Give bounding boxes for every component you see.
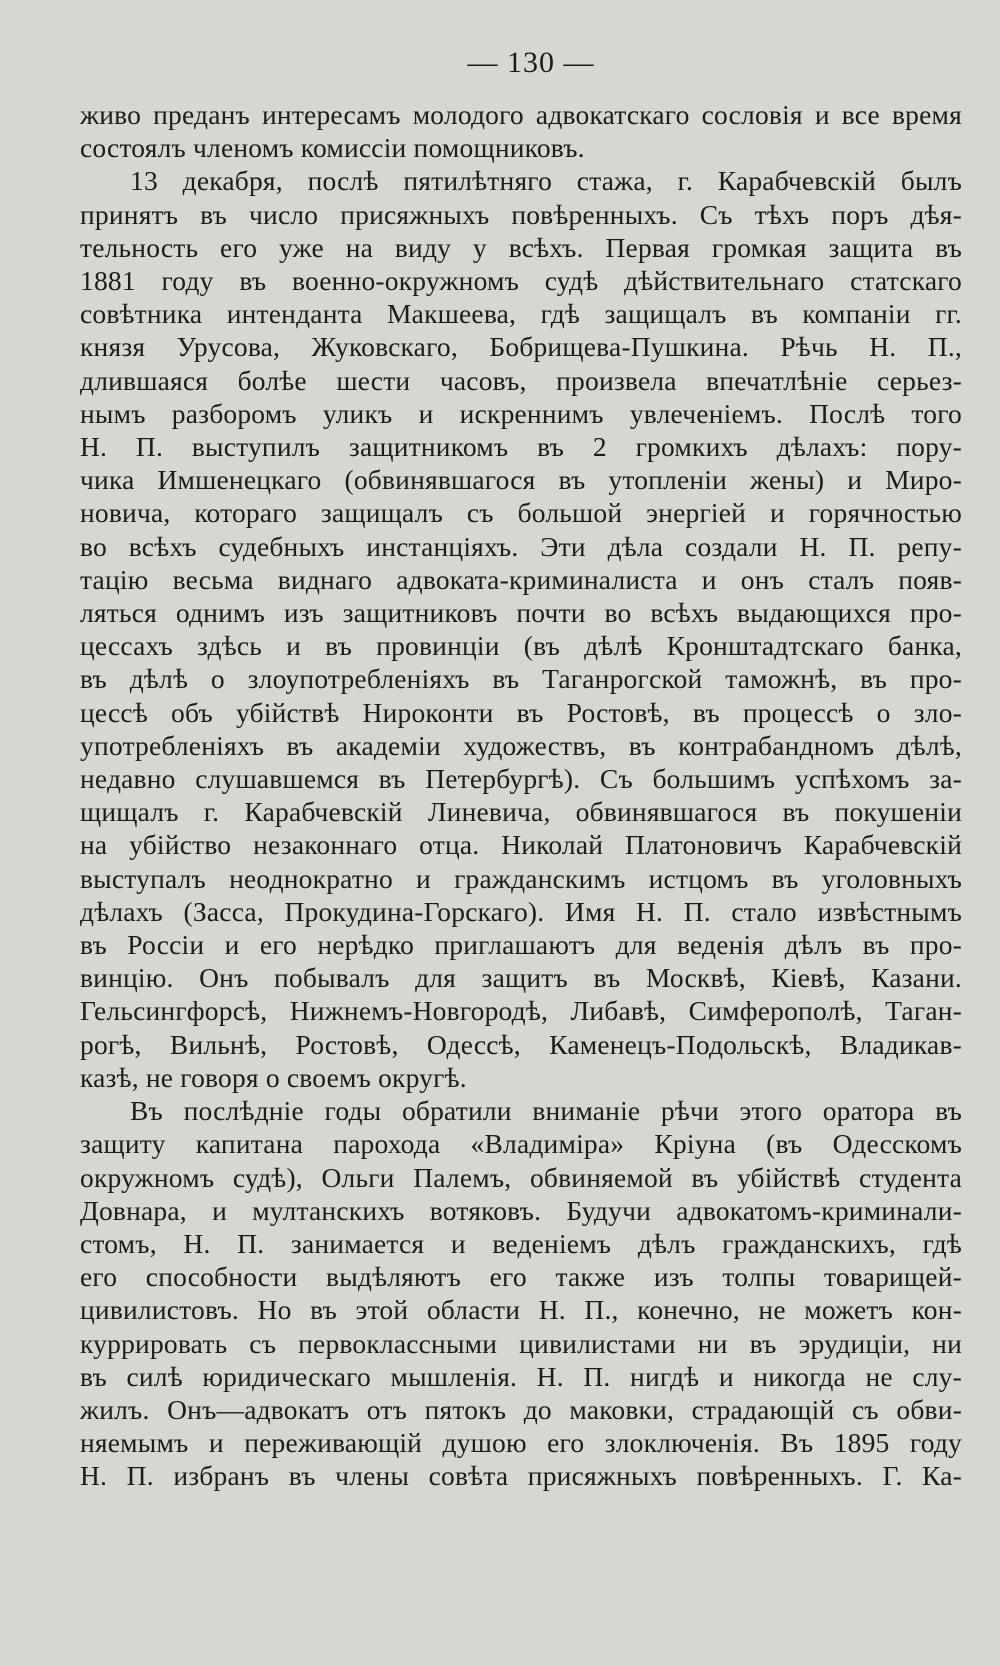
text-line: щищалъ г. Карабчевскій Линевича, обвинявшагося въ покушеніи (80, 796, 962, 828)
text-line: ляться однимъ изъ защитниковъ почти во всѣхъ выдающихся про- (80, 597, 962, 629)
text-line: нымъ разборомъ уликъ и искреннимъ увлеченіемъ. Послѣ того (80, 397, 962, 429)
text-line: совѣтника интенданта Макшеева, гдѣ защищалъ въ компаніи гг. (80, 298, 962, 330)
text-line: куррировать съ первоклассными цивилистами ни въ эрудиціи, ни (80, 1327, 962, 1359)
text-line: въ Россіи и его нерѣдко приглашаютъ для веденія дѣлъ въ про- (80, 929, 962, 961)
text-line: чика Имшенецкаго (обвинявшагося въ утопленіи жены) и Миро- (80, 464, 962, 496)
text-line: цессахъ здѣсь и въ провинціи (въ дѣлѣ Кронштадтскаго банка, (80, 630, 962, 662)
text-line: цивилистовъ. Но въ этой области Н. П., конечно, не можетъ кон- (80, 1294, 962, 1326)
text-line: жилъ. Онъ—адвокатъ отъ пятокъ до маковки, страдающій съ обви- (80, 1393, 962, 1425)
text-line: 13 декабря, послѣ пятилѣтняго стажа, г. Карабчевскій былъ (130, 165, 962, 197)
text-line: Н. П. избранъ въ члены совѣта присяжныхъ повѣренныхъ. Г. Ка- (80, 1460, 962, 1492)
text-line: няемымъ и переживающій душою его злоключенія. Въ 1895 году (80, 1427, 962, 1459)
text-line: князя Урусова, Жуковскаго, Бобрищева-Пушкина. Рѣчь Н. П., (80, 331, 962, 363)
text-line: состоялъ членомъ комиссіи помощниковъ. (80, 132, 585, 164)
text-line: въ силѣ юридическаго мышленія. Н. П. нигдѣ и никогда не слу- (80, 1360, 962, 1392)
text-line: Довнара, и мултанскихъ вотяковъ. Будучи адвокатомъ-криминали- (80, 1194, 962, 1226)
text-line: Н. П. выступилъ защитникомъ въ 2 громкихъ дѣлахъ: пору- (80, 431, 962, 463)
text-line: тацію весьма виднаго адвоката-криминалиста и онъ сталъ появ- (80, 563, 962, 595)
text-line: недавно слушавшемся въ Петербургѣ). Съ большимъ успѣхомъ за- (80, 763, 962, 795)
text-line: дѣлахъ (Засса, Прокудина-Горскаго). Имя Н. П. стало извѣстнымъ (80, 895, 962, 927)
text-line: живо преданъ интересамъ молодого адвокатскаго сословія и все время (80, 99, 962, 130)
text-line: рогѣ, Вильнѣ, Ростовѣ, Одессѣ, Каменецъ-Подольскѣ, Владикав- (80, 1028, 962, 1060)
text-line: Въ послѣдніе годы обратили вниманіе рѣчи этого оратора въ (130, 1095, 962, 1127)
text-line: во всѣхъ судебныхъ инстанціяхъ. Эти дѣла создали Н. П. репу- (80, 530, 962, 562)
text-line: цессѣ объ убійствѣ Нироконти въ Ростовѣ, въ процессѣ о зло- (80, 696, 962, 728)
text-line: принятъ въ число присяжныхъ повѣренныхъ. Съ тѣхъ поръ дѣя- (80, 198, 962, 230)
text-line: употребленіяхъ въ академіи художествъ, въ контрабандномъ дѣлѣ, (80, 729, 962, 761)
body-text (80, 98, 962, 1493)
text-line: его способности выдѣляютъ его также изъ толпы товарищей- (80, 1261, 962, 1293)
text-line: казѣ, не говоря о своемъ округѣ. (80, 1061, 467, 1093)
text-line: новича, котораго защищалъ съ большой энергіей и горячностью (80, 497, 962, 529)
text-line: винцію. Онъ побывалъ для защитъ въ Москвѣ, Кіевѣ, Казани. (80, 962, 962, 994)
text-line: защиту капитана парохода «Владиміра» Кріуна (въ Одесскомъ (80, 1128, 962, 1160)
text-line: 1881 году въ военно-окружномъ судѣ дѣйствительнаго статскаго (80, 265, 962, 297)
text-line: окружномъ судѣ), Ольги Палемъ, обвиняемой въ убійствѣ студента (80, 1161, 962, 1193)
page-number: — 130 — (467, 46, 595, 79)
text-line: на убійство незаконнаго отца. Николай Платоновичъ Карабчевскій (80, 829, 962, 861)
text-line: выступалъ неоднократно и гражданскимъ истцомъ въ уголовныхъ (80, 862, 962, 894)
text-line: длившаяся болѣе шести часовъ, произвела впечатлѣніе серьез- (80, 364, 962, 396)
text-line: Гельсингфорсѣ, Нижнемъ-Новгородѣ, Либавѣ, Симферополѣ, Таган- (80, 995, 962, 1027)
text-line: въ дѣлѣ о злоупотребленіяхъ въ Таганрогской таможнѣ, въ про- (80, 663, 962, 695)
text-line: стомъ, Н. П. занимается и веденіемъ дѣлъ гражданскихъ, гдѣ (80, 1227, 962, 1259)
text-line: тельность его уже на виду у всѣхъ. Первая громкая защита въ (80, 231, 962, 263)
